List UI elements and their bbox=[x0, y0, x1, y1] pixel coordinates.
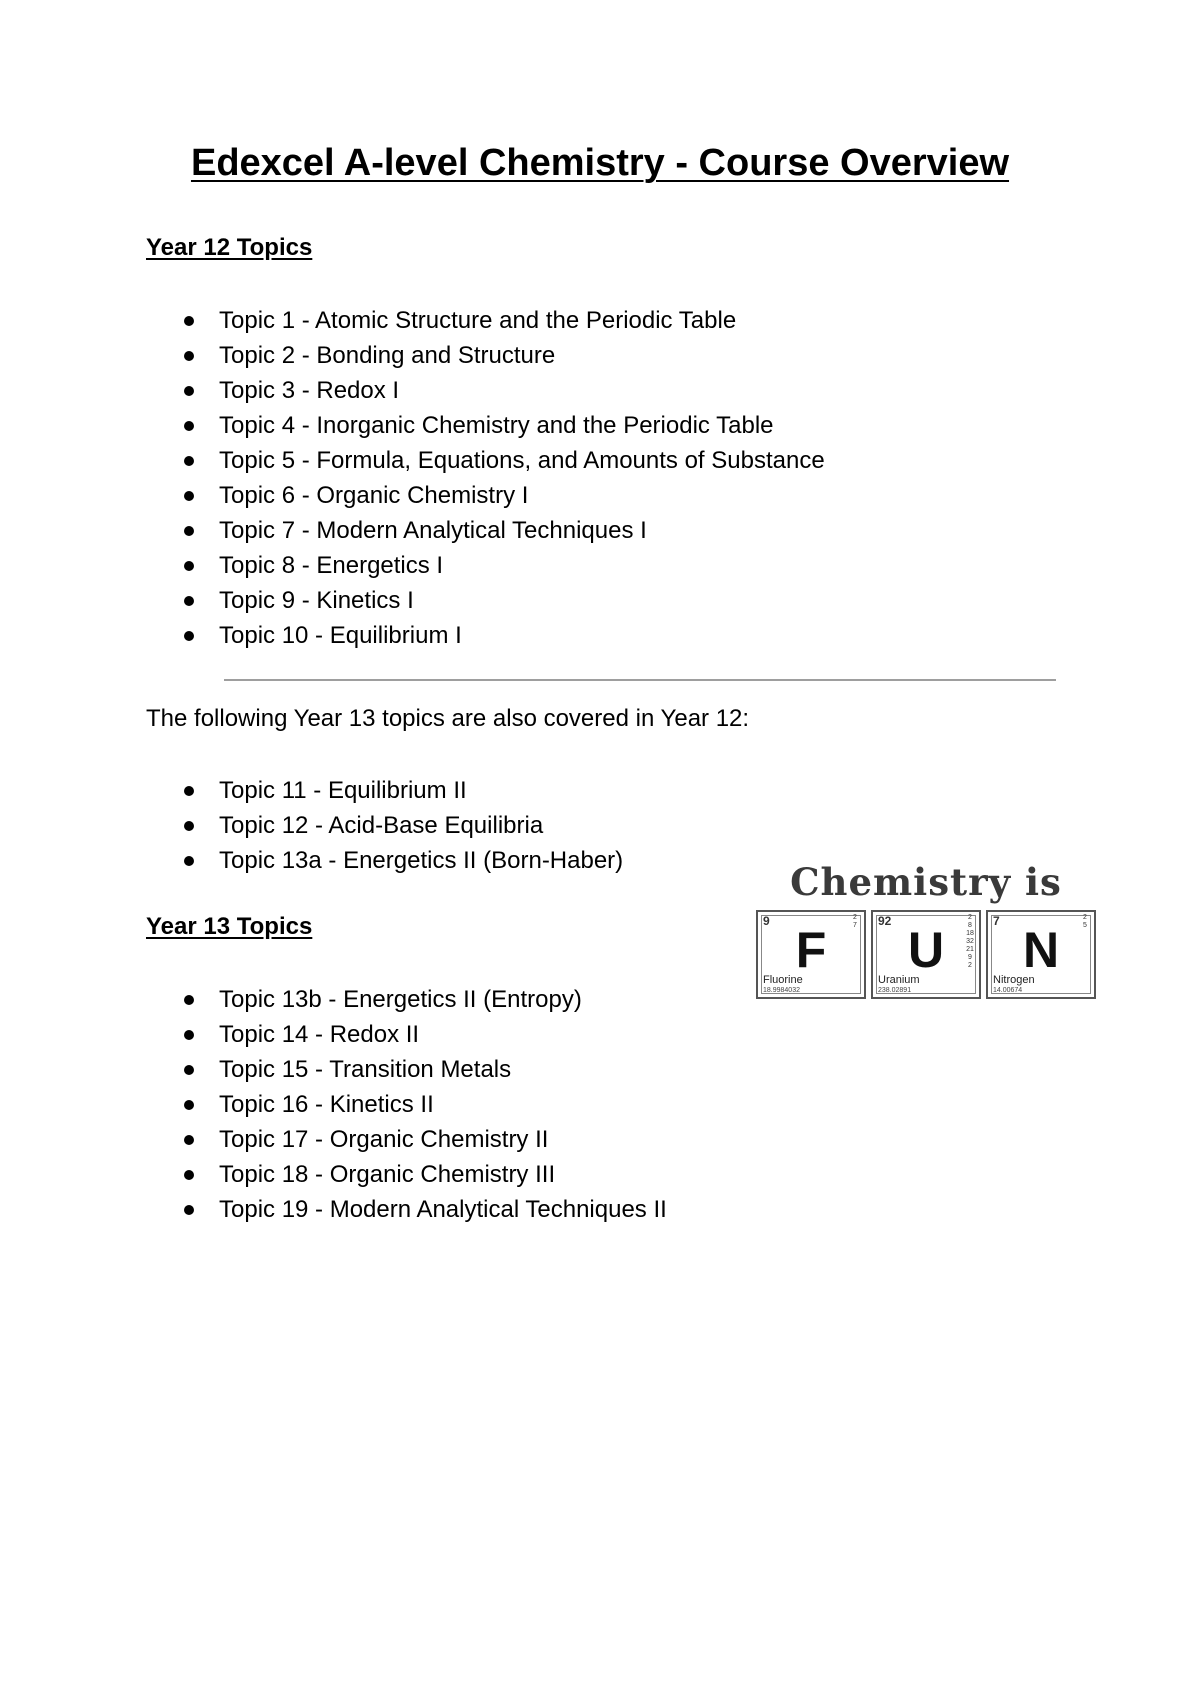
electron-shells: 2 5 bbox=[1083, 914, 1087, 929]
bullet-icon bbox=[184, 821, 194, 831]
list-item bbox=[0, 583, 825, 618]
list-item bbox=[0, 808, 623, 843]
list-item bbox=[0, 1192, 667, 1227]
bullet-icon bbox=[184, 386, 194, 396]
bullet-icon bbox=[184, 596, 194, 606]
atomic-number: 9 bbox=[763, 914, 770, 928]
electron-shells: 2 8 18 32 21 9 2 bbox=[966, 914, 974, 969]
topic-label: Topic 4 - Inorganic Chemistry and the Periodic Table bbox=[219, 412, 774, 439]
topic-label: Topic 9 - Kinetics I bbox=[219, 587, 414, 614]
topic-label: Topic 11 - Equilibrium II bbox=[219, 777, 467, 804]
element-symbol: N bbox=[1022, 922, 1060, 978]
element-tile-fluorine bbox=[756, 910, 866, 999]
list-item bbox=[0, 843, 623, 878]
bullet-icon bbox=[184, 316, 194, 326]
list-item bbox=[0, 982, 667, 1017]
chemistry-is-fun-image bbox=[756, 860, 1096, 1002]
list-item bbox=[0, 773, 623, 808]
bullet-icon bbox=[184, 491, 194, 501]
bullet-icon bbox=[184, 1170, 194, 1180]
topic-label: Topic 12 - Acid-Base Equilibria bbox=[219, 812, 544, 839]
topic-label: Topic 7 - Modern Analytical Techniques I bbox=[219, 517, 647, 544]
bullet-icon bbox=[184, 351, 194, 361]
topic-label: Topic 8 - Energetics I bbox=[219, 552, 444, 579]
list-item bbox=[0, 373, 825, 408]
list-item bbox=[0, 1052, 667, 1087]
bullet-icon bbox=[184, 561, 194, 571]
list-item bbox=[0, 478, 825, 513]
element-name: Fluorine bbox=[763, 974, 803, 986]
topic-label: Topic 19 - Modern Analytical Techniques II bbox=[219, 1196, 667, 1223]
topic-label: Topic 14 - Redox II bbox=[219, 1021, 420, 1048]
topic-label: Topic 13a - Energetics II (Born-Haber) bbox=[219, 847, 624, 874]
bullet-icon bbox=[184, 526, 194, 536]
topic-label: Topic 13b - Energetics II (Entropy) bbox=[219, 986, 582, 1013]
list-item bbox=[0, 1157, 667, 1192]
topic-label: Topic 2 - Bonding and Structure bbox=[219, 342, 556, 369]
list-item bbox=[0, 618, 825, 653]
bullet-icon bbox=[184, 1030, 194, 1040]
topic-label: Topic 6 - Organic Chemistry I bbox=[219, 482, 529, 509]
crossover-topic-list bbox=[0, 773, 623, 878]
list-item bbox=[0, 1087, 667, 1122]
element-symbol: U bbox=[907, 922, 945, 978]
atomic-mass: 14.00674 bbox=[993, 987, 1023, 994]
element-name: Uranium bbox=[878, 974, 920, 986]
element-tile-nitrogen bbox=[986, 910, 1096, 999]
bullet-icon bbox=[184, 631, 194, 641]
horizontal-divider bbox=[224, 679, 1056, 681]
topic-label: Topic 10 - Equilibrium I bbox=[219, 622, 462, 649]
list-item bbox=[0, 408, 825, 443]
topic-label: Topic 3 - Redox I bbox=[219, 377, 400, 404]
year13-heading: Year 13 Topics bbox=[146, 913, 313, 940]
atomic-number: 7 bbox=[993, 914, 1000, 928]
list-item bbox=[0, 338, 825, 373]
bullet-icon bbox=[184, 1135, 194, 1145]
element-tile-uranium bbox=[871, 910, 981, 999]
bullet-icon bbox=[184, 1100, 194, 1110]
electron-shells: 2 7 bbox=[853, 914, 857, 929]
list-item bbox=[0, 1017, 667, 1052]
atomic-number: 92 bbox=[878, 914, 892, 928]
topic-label: Topic 17 - Organic Chemistry II bbox=[219, 1126, 549, 1153]
element-name: Nitrogen bbox=[993, 974, 1035, 986]
list-item bbox=[0, 1122, 667, 1157]
bullet-icon bbox=[184, 1065, 194, 1075]
list-item bbox=[0, 303, 825, 338]
bullet-icon bbox=[184, 995, 194, 1005]
atomic-mass: 18.9984032 bbox=[763, 987, 800, 994]
year12-heading: Year 12 Topics bbox=[146, 234, 313, 261]
topic-label: Topic 5 - Formula, Equations, and Amounts of Substance bbox=[219, 447, 825, 474]
year13-topic-list bbox=[0, 982, 667, 1227]
bullet-icon bbox=[184, 856, 194, 866]
list-item bbox=[0, 548, 825, 583]
atomic-mass: 238.02891 bbox=[878, 987, 912, 994]
bullet-icon bbox=[184, 456, 194, 466]
year12-topic-list bbox=[0, 303, 825, 653]
element-symbol: F bbox=[795, 922, 827, 978]
bullet-icon bbox=[184, 786, 194, 796]
bullet-icon bbox=[184, 421, 194, 431]
topic-label: Topic 15 - Transition Metals bbox=[219, 1056, 512, 1083]
topic-label: Topic 16 - Kinetics II bbox=[219, 1091, 434, 1118]
bullet-icon bbox=[184, 1205, 194, 1215]
fun-image-heading: Chemistry is bbox=[790, 860, 1062, 904]
topic-label: Topic 1 - Atomic Structure and the Periodic Table bbox=[219, 307, 737, 334]
crossover-intro: The following Year 13 topics are also covered in Year 12: bbox=[146, 705, 750, 732]
topic-label: Topic 18 - Organic Chemistry III bbox=[219, 1161, 556, 1188]
list-item bbox=[0, 513, 825, 548]
list-item bbox=[0, 443, 825, 478]
page-title: Edexcel A-level Chemistry - Course Overview bbox=[190, 142, 1010, 184]
